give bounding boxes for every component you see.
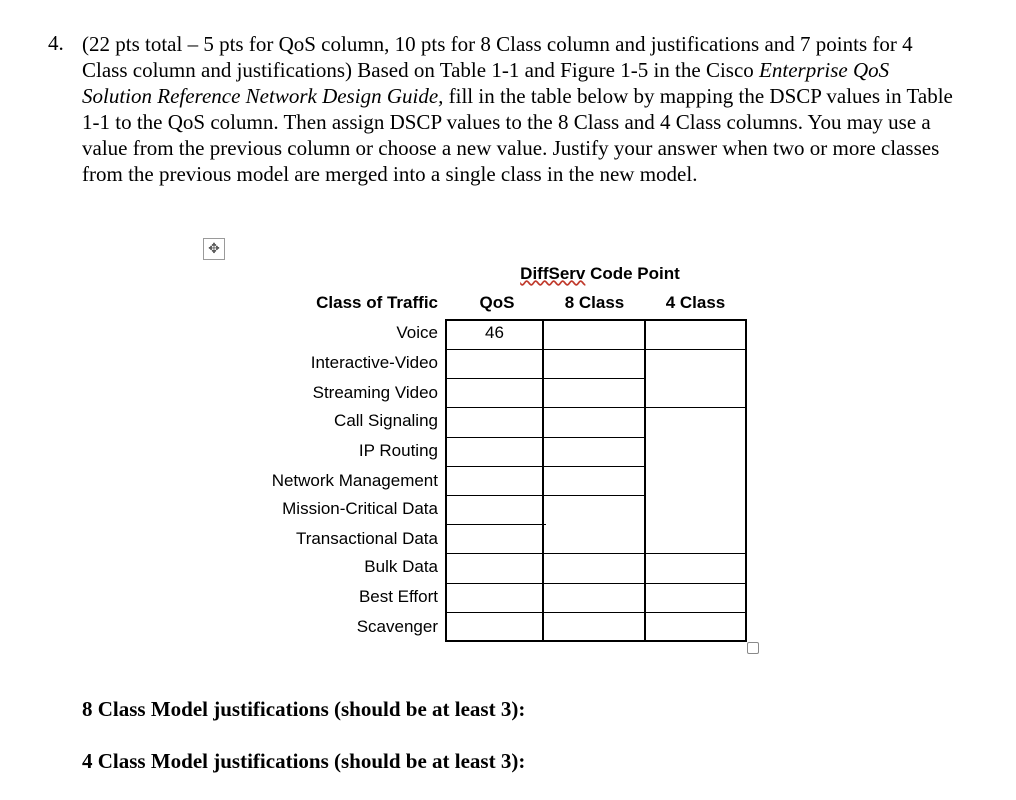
diffserv-code-point-header	[470, 264, 730, 284]
table-resize-handle-icon[interactable]	[747, 642, 759, 654]
row-label-best-effort: Best Effort	[358, 587, 438, 606]
table-top-border	[445, 319, 747, 321]
table-row-line	[445, 407, 747, 408]
table-row-line	[445, 378, 646, 379]
diffserv-word: DiffServ	[520, 264, 586, 283]
row-label-bulk-data: Bulk Data	[364, 557, 438, 576]
guide-title: Enterprise QoS Solution Reference Network Design Guide,	[82, 58, 890, 108]
row-label-mission-critical-data: Mission-Critical Data	[282, 499, 438, 518]
question-number: 4.	[48, 31, 64, 55]
question-instructions: fill in the table below by mapping the DSCP values in Table 1-1 to the QoS column. Then assign DSCP values to the 8 Class and 4 Class columns. You may use a value from the previous column or choose a new value. Justify your answer when two or more classes from the previous model are merged into a single class in the new model.	[82, 84, 953, 186]
row-label-ip-routing: IP Routing	[358, 441, 438, 460]
table-row-line	[445, 612, 747, 613]
class-of-traffic-header: Class of Traffic	[316, 293, 438, 312]
four-class-column-header: 4 Class	[665, 293, 726, 312]
table-row-line	[445, 349, 747, 350]
row-label-voice: Voice	[396, 323, 438, 342]
table-row-line	[445, 553, 747, 554]
eight-class-justifications-heading: 8 Class Model justifications (should be at least 3):	[82, 697, 526, 721]
code-point-word: Code Point	[585, 264, 680, 283]
question-intro: (22 pts total – 5 pts for QoS column, 10 pts for 8 Class column and justifications and 7 points for 4 Class column and justifications) Based on Table 1-1 and Figure 1-5 in the Cisco	[82, 32, 913, 82]
table-row-line	[445, 524, 546, 525]
table-row-line	[445, 437, 646, 438]
table-row-line	[445, 583, 747, 584]
four-class-justifications-heading: 4 Class Model justifications (should be at least 3):	[82, 749, 526, 773]
table-left-border	[445, 319, 447, 642]
table-right-border	[745, 319, 747, 642]
table-column-line	[542, 319, 544, 642]
row-label-scavenger: Scavenger	[356, 617, 438, 636]
row-label-interactive-video: Interactive-Video	[310, 353, 438, 372]
qos-cell-voice[interactable]: 46	[485, 323, 504, 342]
table-row-line	[445, 495, 646, 496]
table-bottom-border	[445, 640, 747, 642]
table-row-line	[445, 466, 646, 467]
table-move-handle-icon[interactable]: ✥	[203, 238, 225, 260]
row-label-transactional-data: Transactional Data	[295, 529, 438, 548]
row-label-network-management: Network Management	[271, 471, 438, 490]
row-label-call-signaling: Call Signaling	[334, 411, 438, 430]
question-text	[82, 31, 962, 187]
eight-class-column-header: 8 Class	[564, 293, 625, 312]
qos-column-header: QoS	[479, 293, 515, 312]
row-label-streaming-video: Streaming Video	[312, 383, 438, 402]
table-column-line	[644, 319, 646, 642]
